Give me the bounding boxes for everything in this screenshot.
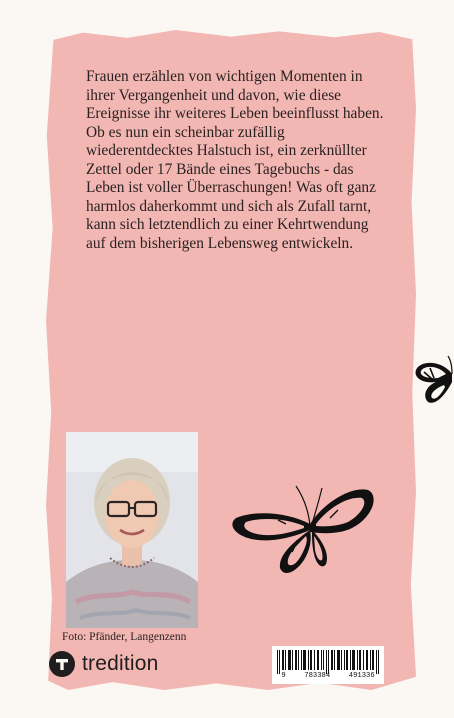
publisher-name: tredition — [82, 652, 159, 675]
blurb-text: Frauen erzählen von wichtigen Momenten in ihrer Vergangenheit und davon, wie diese Ereignisse ihr weiteres Leben beeinflusst haben. Ob es nun ein scheinbar zufällig wiederentdecktes Halstuch ist, ein zerknüllter Zettel oder 17 Bände eines Tagebuchs - das Leben ist voller Überraschungen! Was oft ganz harmlos daherkommt und sich als Zufall tarnt, kann sich letztendlich zu einer Kehrtwendung auf dem bisherigen Lebensweg entwickeln. — [86, 68, 384, 252]
publisher-logo — [49, 651, 159, 677]
barcode-bars — [277, 650, 379, 674]
butterfly-icon — [226, 484, 378, 580]
isbn-barcode — [272, 646, 384, 684]
barcode-number — [272, 672, 384, 680]
author-photo — [66, 432, 198, 628]
barcode-lead-digit: 9 — [281, 672, 286, 680]
barcode-group-1: 783384 — [304, 672, 331, 680]
photo-credit: Foto: Pfänder, Langenzenn — [62, 631, 187, 643]
butterfly-icon — [412, 352, 454, 408]
barcode-group-2: 491336 — [348, 672, 375, 680]
tredition-logo-icon — [49, 651, 75, 677]
